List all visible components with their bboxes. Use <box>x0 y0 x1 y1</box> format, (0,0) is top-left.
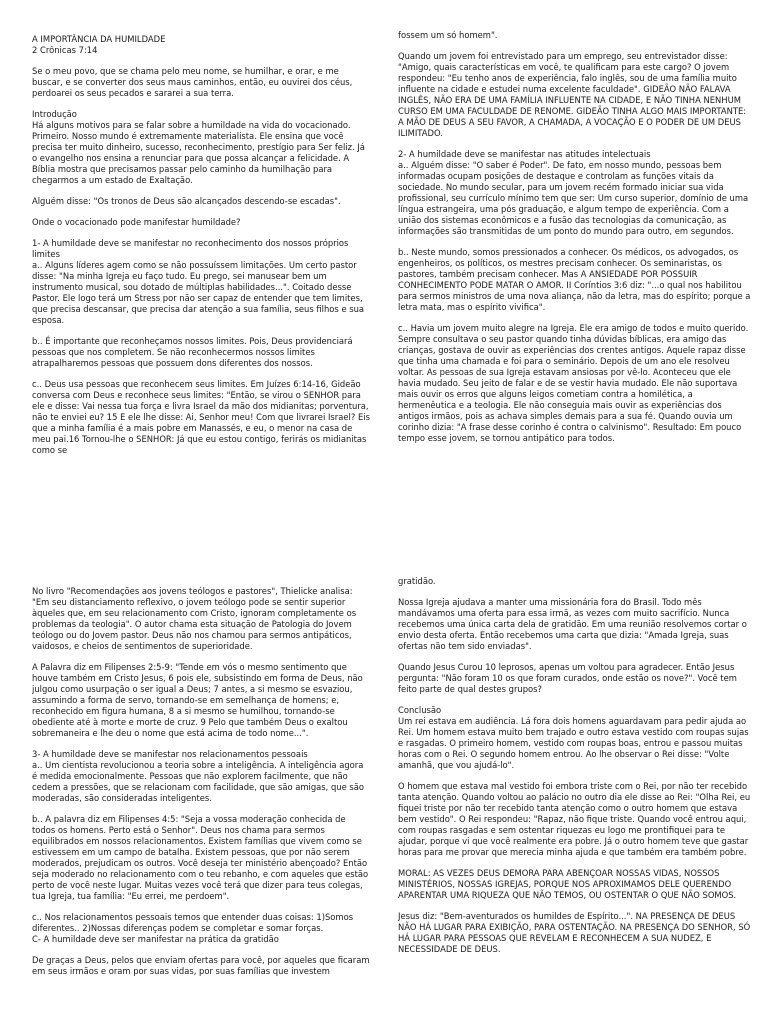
paragraph: c.. Nos relacionamentos pessoais temos que entender duas coisas: 1)Somos diferentes.. 2)Nossas diferenças podem se completar e somar forças. C- A humildade deve ser manifestar na prática da gratidão <box>32 912 354 944</box>
paragraph: Se o meu povo, que se chama pelo meu nome, se humilhar, e orar, e me buscar, e se converter dos seus maus caminhos, então, eu ouvirei dos céus, perdoarei os seus pecados e sararei a sua terra. <box>32 66 353 98</box>
paragraph: A Palavra diz em Filipenses 2:5-9: "Tende em vós o mesmo sentimento que houve também em Cristo Jesus, 6 pois ele, subsistindo em forma de Deus, não julgou como usurpação o ser igual a Deus; 7 antes, a si mesmo se esvaziou, assumindo a forma de servo, tornando-se em semelhança de homens; e, reconhecido em figura humana, 8 a si mesmo se humilhou, tornando-se obediente até à morte e morte de cruz. 9 Pelo que também Deus o exaltou sobremaneira e lhe deu o nome que está acima de todo nome...". <box>32 662 363 738</box>
scripture-reference: 2 Crônicas 7:14 <box>32 45 98 55</box>
paragraph: gratidão. <box>398 576 436 586</box>
paragraph: Conclusão Um rei estava em audiência. Lá fora dois homens aguardavam para pedir ajuda ao Rei. Um homem estava muito bem trajado e outro estava vestido com roupas sujas e rasgadas. O primeiro homem, vestido com roupas boas, entrou e passou muitas horas com o Rei. O segundo homem entrou. Ao lhe observar o Rei disse: "Volte amanhã, que vou ajudá-lo". <box>398 705 749 770</box>
page-4-column <box>398 576 752 965</box>
paragraph: 1- A humildade deve se manifestar no reconhecimento dos nossos próprios limites a.. Alguns líderes agem como se não possuíssem limitações. Um certo pastor disse: "Na minha Igreja eu faço tudo. Eu prego, sei manusear bem um instrumento musical, sou dotado de múltiplas habilidades...". Coitado desse Pastor. Ele logo terá um Stress por não ser capaz de entender que tem limites, que precisa descansar, que precisa dar atenção a sua família, seus filhos e sua esposa. <box>32 238 365 325</box>
page-2-column <box>398 30 752 454</box>
page-3 <box>0 512 384 1024</box>
paragraph: b.. A palavra diz em Filipenses 4:5: "Seja a vossa moderação conhecida de todos os homens. Perto está o Senhor". Deus nos chama para sermos equilibrados em nossos relacionamentos. Existem famílias que vivem como se estivessem em um campo de batalha. Existem pessoas, que por não serem moderados, prejudicam os outros. Você deseja ter ministério abençoado? Então seja moderado no relacionamento com o teu rebanho, e com aqueles que estão perto de você neste lugar. Muitas vezes você terá que dizer para teus colegas, tua Igreja, tua família: "Eu errei, me perdoem". <box>32 814 369 901</box>
paragraph: Quando Jesus Curou 10 leprosos, apenas um voltou para agradecer. Então Jesus pergunta: "Não foram 10 os que foram curados, onde estão os nove?". Você tem feito parte de qual destes grupos? <box>398 662 737 694</box>
paragraph: De graças a Deus, pelos que enviam ofertas para você, por aqueles que ficaram em seus irmãos e oram por suas vidas, por suas famílias que investem <box>32 955 370 976</box>
paragraph: 3- A humildade deve se manifestar nos relacionamentos pessoais a.. Um cientista revolucionou a teoria sobre a inteligência. A inteligência agora é medida emocionalmente. Pessoas que não explorem facilmente, que não cedem a pressões, que se relacionam com facilidade, que são amigas, que são moderadas, são consideradas inteligentes. <box>32 749 365 803</box>
page-4 <box>384 512 768 1024</box>
paragraph: c.. Deus usa pessoas que reconhecem seus limites. Em Juízes 6:14-16, Gideão conversa com Deus e reconhece seus limites: "Então, se virou o SENHOR para ele e disse: Vai nessa tua força e livra Israel da mão dos midianitas; porventura, não te enviei eu? 15 E ele lhe disse: Ai, Senhor meu! Com que livrarei Israel? Eis que a minha família é a mais pobre em Manassés, e eu, o menor na casa de meu pai.16 Tornou-lhe o SENHOR: Já que eu estou contigo, ferirás os midianitas como se <box>32 379 370 455</box>
page-3-column <box>32 586 370 987</box>
page-2 <box>384 0 768 512</box>
page-1-column <box>32 34 370 466</box>
paragraph: O homem que estava mal vestido foi embora triste com o Rei, por não ter recebido tanta atenção. Quando voltou ao palácio no outro dia ele disse ao Rei: "Olha Rei, eu fiquei triste por não ter recebido tanta atenção como o outro homem que estava bem vestido". O Rei respondeu: "Rapaz, não fique triste. Quando você entrou aqui, com roupas rasgadas e sem ostentar riquezas eu logo me prontifiquei para te ajudar, porque vi que você realmente era pobre. Já o outro homem teve que gastar horas para me provar que merecia minha ajuda e que também era também pobre. <box>398 781 751 857</box>
page-1 <box>0 0 384 512</box>
paragraph: Introdução Há alguns motivos para se falar sobre a humildade na vida do vocacionado. Primeiro. Nosso mundo é extremamente materialista. Ele ensina que você precisa ter muito dinheiro, sucesso, reconhecimento, prestígio para Ser feliz. Já o evangelho nos ensina a renunciar para que possa alcançar a felicidade. A Bíblia mostra que precisamos passar pelo caminho da humilhação para chegarmos a um estado de Exaltação. <box>32 109 365 185</box>
paragraph: Alguém disse: "Os tronos de Deus são alcançados descendo-se escadas". <box>32 196 341 206</box>
paragraph: b.. É importante que reconheçamos nossos limites. Pois, Deus providenciará pessoas que nos completem. Se não reconhecermos nossos limites atrapalharemos pessoas que possuem dons diferentes dos nossos. <box>32 336 353 368</box>
paragraph: b.. Neste mundo, somos pressionados a conhecer. Os médicos, os advogados, os engenheiros, os políticos, os mestres precisam conhecer. Os seminaristas, os pastores, também precisam conhecer. Mas A ANSIEDADE POR POSSUIR CONHECIMENTO PODE MATAR O AMOR. II Coríntios 3:6 diz: "...o qual nos habilitou para sermos ministros de uma nova aliança, não da letra, mas do espírito; porque a letra mata, mas o espírito vivifica". <box>398 247 751 312</box>
paragraph: Nossa Igreja ajudava a manter uma missionária fora do Brasil. Todo mês mandávamos uma oferta para essa irmã, as vezes com muito sacrifício. Nunca recebemos uma única carta dela de gratidão. Em uma reunião resolvemos cortar o envio desta oferta. Então recebemos uma carta que dizia: "Amada Igreja, suas ofertas não tem sido enviadas". <box>398 597 747 651</box>
paragraph: c.. Havia um jovem muito alegre na Igreja. Ele era amigo de todos e muito querido. Sempre consultava o seu pastor quando tinha dúvidas bíblicas, era amigo das crianças, gostava de ouvir as experiências dos crentes antigos. Aquele rapaz disse que tinha uma chamada e foi para o seminário. Depois de um ano ele resolveu voltar. As pessoas de sua Igreja estavam ansiosas por vê-lo. Aconteceu que ele havia mudado. Seu jeito de falar e de se vestir havia mudado. Ele não suportava mais ouvir os erros que alguns leigos cometiam contra a homilética, a hermenêutica e a teologia. Ele não conseguia mais ouvir as experiências dos antigos irmãos, pois as achava simples demais para a sua fé. Quando ouvia um corinho dizia: "A frase desse corinho é contra o calvinismo". Resultado: Em pouco tempo esse jovem, se tornou antipático para todos. <box>398 323 749 443</box>
paragraph: Onde o vocacionado pode manifestar humildade? <box>32 217 241 227</box>
paragraph: No livro "Recomendações aos jovens teólogos e pastores", Thielicke analisa: "Em seu distanciamento reflexivo, o jovem teólogo pode se sentir superior àqueles que, em seu relacionamento com Cristo, ignoram completamente os problemas da teologia". O autor chama esta situação de Patologia do Jovem teólogo ou do Jovem pastor. Deus não nos chamou para sermos antipáticos, vaidosos, e cheios de sentimentos de superioridade. <box>32 586 357 651</box>
paragraph: Quando um jovem foi entrevistado para um emprego, seu entrevistador disse: "Amigo, quais características em você, te qualificam para este cargo? O jovem respondeu: "Eu tenho anos de experiência, falo inglês, sou de uma família muito influente na cidade e estudei numa excelente faculdade". GIDEÃO NÃO FALAVA INGLÊS, NÃO ERA DE UMA FAMÍLIA INFLUENTE NA CIDADE, E NÃO TINHA NENHUM CURSO EM UMA FACULDADE DE RENOME. GIDEÃO TINHA ALGO MAIS IMPORTANTE: A MÃO DE DEUS A SEU FAVOR, A CHAMADA, A VOCAÇÃO E O PODER DE UM DEUS ILIMITADO. <box>398 51 747 138</box>
paragraph: Jesus diz: "Bem-aventurados os humildes de Espírito...". NA PRESENÇA DE DEUS NÃO HÁ LUGAR PARA EXIBIÇÃO, PARA OSTENTAÇÃO. NA PRESENÇA DO SENHOR, SÓ HÁ LUGAR PARA PESSOAS QUE REVELAM E RECONHECEM A SUA NUDEZ, E NECESSIDADE DE DEUS. <box>398 911 751 954</box>
paragraph: 2- A humildade deve se manifestar nas atitudes intelectuais a.. Alguém disse: "O saber é Poder". De fato, em nosso mundo, pessoas bem informadas ocupam posições de destaque e controlam as funções vitais da sociedade. No mundo secular, para um jovem recém formado iniciar sua vida profissional, seu currículo mínimo tem que ser: Um curso superior, domínio de uma língua estrangeira, uma pós graduação, e algum tempo de experiência. Com a união dos sistemas econômicos e a fusão das tecnologias da comunicação, as informações são transmitidas de um ponto do mundo para outro, em segundos. <box>398 149 749 236</box>
paragraph: fossem um só homem". <box>398 30 498 40</box>
document-title: A IMPORTÂNCIA DA HUMILDADE <box>32 34 166 44</box>
paragraph: MORAL: AS VEZES DEUS DEMORA PARA ABENÇOAR NOSSAS VIDAS, NOSSOS MINISTÉRIOS, NOSSAS IGREJAS, PORQUE NOS APROXIMAMOS DELE QUERENDO APARENTAR UMA RIQUEZA QUE NÃO TEMOS, OU OSTENTAR O QUE NÃO SOMOS. <box>398 868 737 900</box>
